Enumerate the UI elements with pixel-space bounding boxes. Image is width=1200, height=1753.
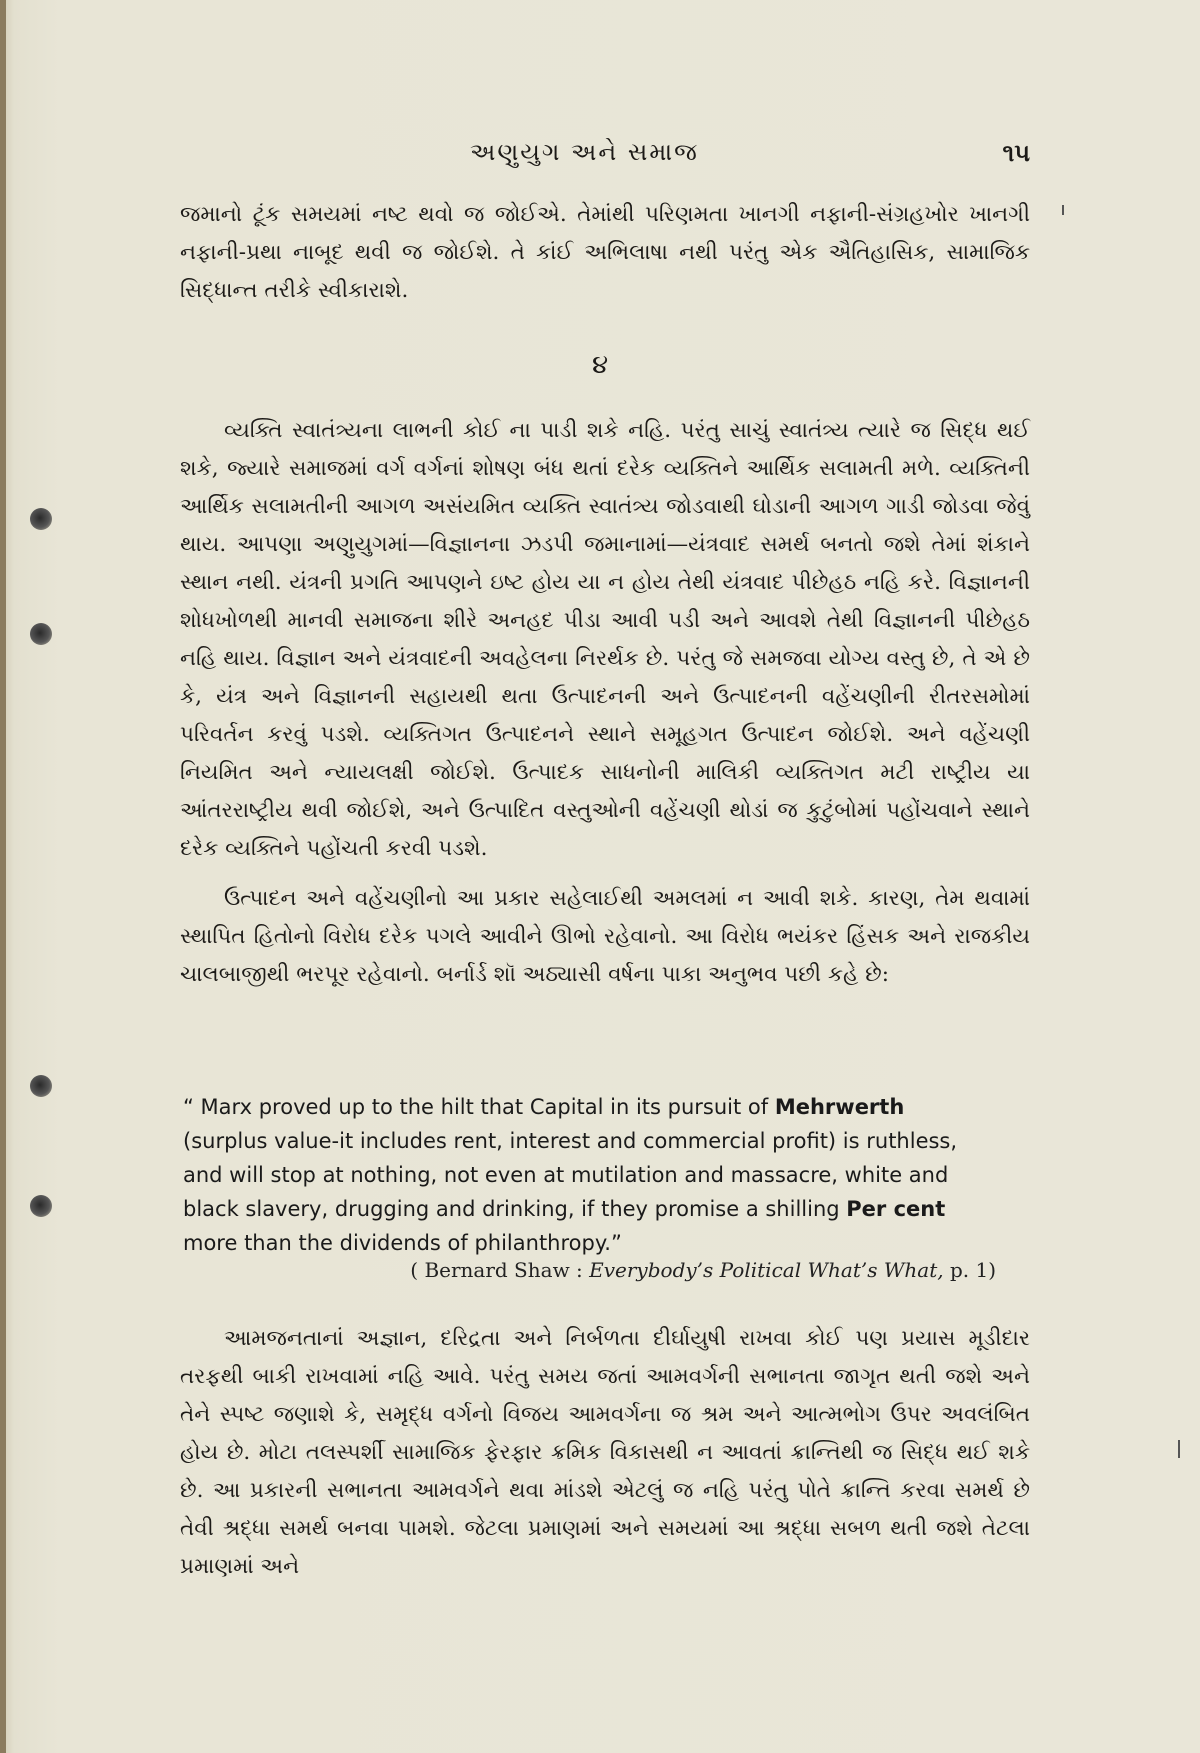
page-number: ૧૫ — [1002, 138, 1030, 167]
paragraph: ઉત્પાદન અને વહેંચણીનો આ પ્રકાર સહેલાઈથી અમલમાં ન આવી શકે. કારણ, તેમ થવામાં સ્થાપિત હિતોનો વિરોધ દરેક પગલે આવીને ઊભો રહેવાનો. આ વિરોધ ભયંકર હિંસક અને રાજકીય ચાલબાજીથી ભરપૂર રહેવાનો. બર્નાર્ડ શૉ અઠ્યાસી વર્ષના પાકા અનુભવ પછી કહે છે: — [180, 886, 1030, 987]
quote-text: (surplus value-it includes rent, interest and commercial profit) is ruthless, and will stop at nothing, not even at mutilation and massacre, white and black slavery, drugging and drinking, if they promise a shilling — [183, 1129, 958, 1221]
quote-citation — [316, 1258, 996, 1282]
citation-page: p. 1) — [943, 1258, 996, 1282]
paragraph: આમજનતાનાં અજ્ઞાન, દરિદ્રતા અને નિર્બળતા દીર્ઘાયુષી રાખવા કોઈ પણ પ્રયાસ મૂડીદાર તરફથી બાકી રાખવામાં નહિ આવે. પરંતુ સમય જતાં આમવર્ગની સભાનતા જાગૃત થતી જશે અને તેને સ્પષ્ટ જણાશે કે, સમૃદ્ધ વર્ગનો વિજય આમવર્ગના જ શ્રમ અને આત્મભોગ ઉપર અવલંબિત હોય છે. મોટા તલસ્પર્શી સામાજિક ફેરફાર ક્રમિક વિકાસથી ન આવતાં ક્રાન્તિથી જ સિદ્ધ થઈ શકે છે. આ પ્રકારની સભાનતા આમવર્ગને થવા માંડશે એટલું જ નહિ પરંતુ પોતે ક્રાન્તિ કરવા સમર્થ છે તેવી શ્રદ્ધા સમર્થ બનવા પામશે. જેટલા પ્રમાણમાં અને સમયમાં આ શ્રદ્ધા સબળ થતી જશે તેટલા પ્રમાણમાં અને — [180, 1326, 1030, 1579]
paragraph: વ્યક્તિ સ્વાતંત્ર્યના લાભની કોઈ ના પાડી શકે નહિ. પરંતુ સાચું સ્વાતંત્ર્ય ત્યારે જ સિદ્ધ થઈ શકે, જ્યારે સમાજમાં વર્ગ વર્ગનાં શોષણ બંધ થતાં દરેક વ્યક્તિને આર્થિક સલામતી મળે. વ્યક્તિની આર્થિક સલામતીની આગળ અસંયમિત વ્યક્તિ સ્વાતંત્ર્ય જોડવાથી ઘોડાની આગળ ગાડી જોડવા જેવું થાય. આપણા અણુયુગમાં—વિજ્ઞાનના ઝડપી જમાનામાં—યંત્રવાદ સમર્થ બનતો જશે તેમાં શંકાને સ્થાન નથી. યંત્રની પ્રગતિ આપણને ઇષ્ટ હોય યા ન હોય તેથી યંત્રવાદ પીછેહઠ નહિ કરે. વિજ્ઞાનની શોધખોળથી માનવી સમાજના શીરે અનહદ પીડા આવી પડી અને આવશે તેથી વિજ્ઞાનની પીછેહઠ નહિ થાય. વિજ્ઞાન અને યંત્રવાદની અવહેલના નિરર્થક છે. પરંતુ જે સમજવા યોગ્ય વસ્તુ છે, તે એ છે કે, યંત્ર અને વિજ્ઞાનની સહાયથી થતા ઉત્પાદનની અને ઉત્પાદનની વહેંચણીની રીતરસમોમાં પરિવર્તન કરવું પડશે. વ્યક્તિગત ઉત્પાદનને સ્થાને સમૂહગત ઉત્પાદન જોઈશે. અને વહેંચણી નિયમિત અને ન્યાયલક્ષી જોઈશે. ઉત્પાદક સાધનોની માલિકી વ્યક્તિગત મટી રાષ્ટ્રીય યા આંતરરાષ્ટ્રીય થવી જોઈશે, અને ઉત્પાદિત વસ્તુઓની વહેંચણી થોડાં જ કુટુંબોમાં પહોંચવાને સ્થાને દરેક વ્યક્તિને પહોંચતી કરવી પડશે. — [180, 418, 1030, 861]
page-header — [180, 138, 1030, 178]
running-title: અણુયુગ અને સમાજ — [470, 138, 699, 166]
section-number: ૪ — [591, 350, 609, 380]
margin-mark — [1178, 1440, 1180, 1458]
citation-title: Everybody’s Political What’s What, — [589, 1258, 944, 1282]
paragraph-block-top — [180, 196, 1030, 310]
page-binding-edge — [0, 0, 6, 1753]
paragraph-block-bottom — [180, 1320, 1030, 1586]
punch-hole — [30, 508, 52, 530]
paragraph: જમાનો ટૂંક સમયમાં નષ્ટ થવો જ જોઈએ. તેમાંથી પરિણમતા ખાનગી નફાની-સંગ્રહખોર ખાનગી નફાની-પ્રથા નાબૂદ થવી જ જોઈશે. તે કાંઈ અભિલાષા નથી પરંતુ એક ઐતિહાસિક, સામાજિક સિદ્ધાન્ત તરીકે સ્વીકારાશે. — [180, 202, 1030, 303]
quote-text: “ Marx proved up to the hilt that Capital in its pursuit of — [183, 1095, 775, 1119]
punch-hole — [30, 1195, 52, 1217]
paragraph-block-middle — [180, 412, 1030, 994]
punch-hole — [30, 1075, 52, 1097]
citation-author: ( Bernard Shaw : — [410, 1258, 590, 1282]
quote-bold-term: Mehrwerth — [774, 1095, 905, 1119]
punch-hole — [30, 623, 52, 645]
quote-bold-term: Per cent — [846, 1197, 946, 1221]
english-quote — [183, 1090, 995, 1260]
quote-text: more than the dividends of philanthropy.” — [183, 1231, 622, 1255]
margin-mark — [1062, 205, 1064, 215]
